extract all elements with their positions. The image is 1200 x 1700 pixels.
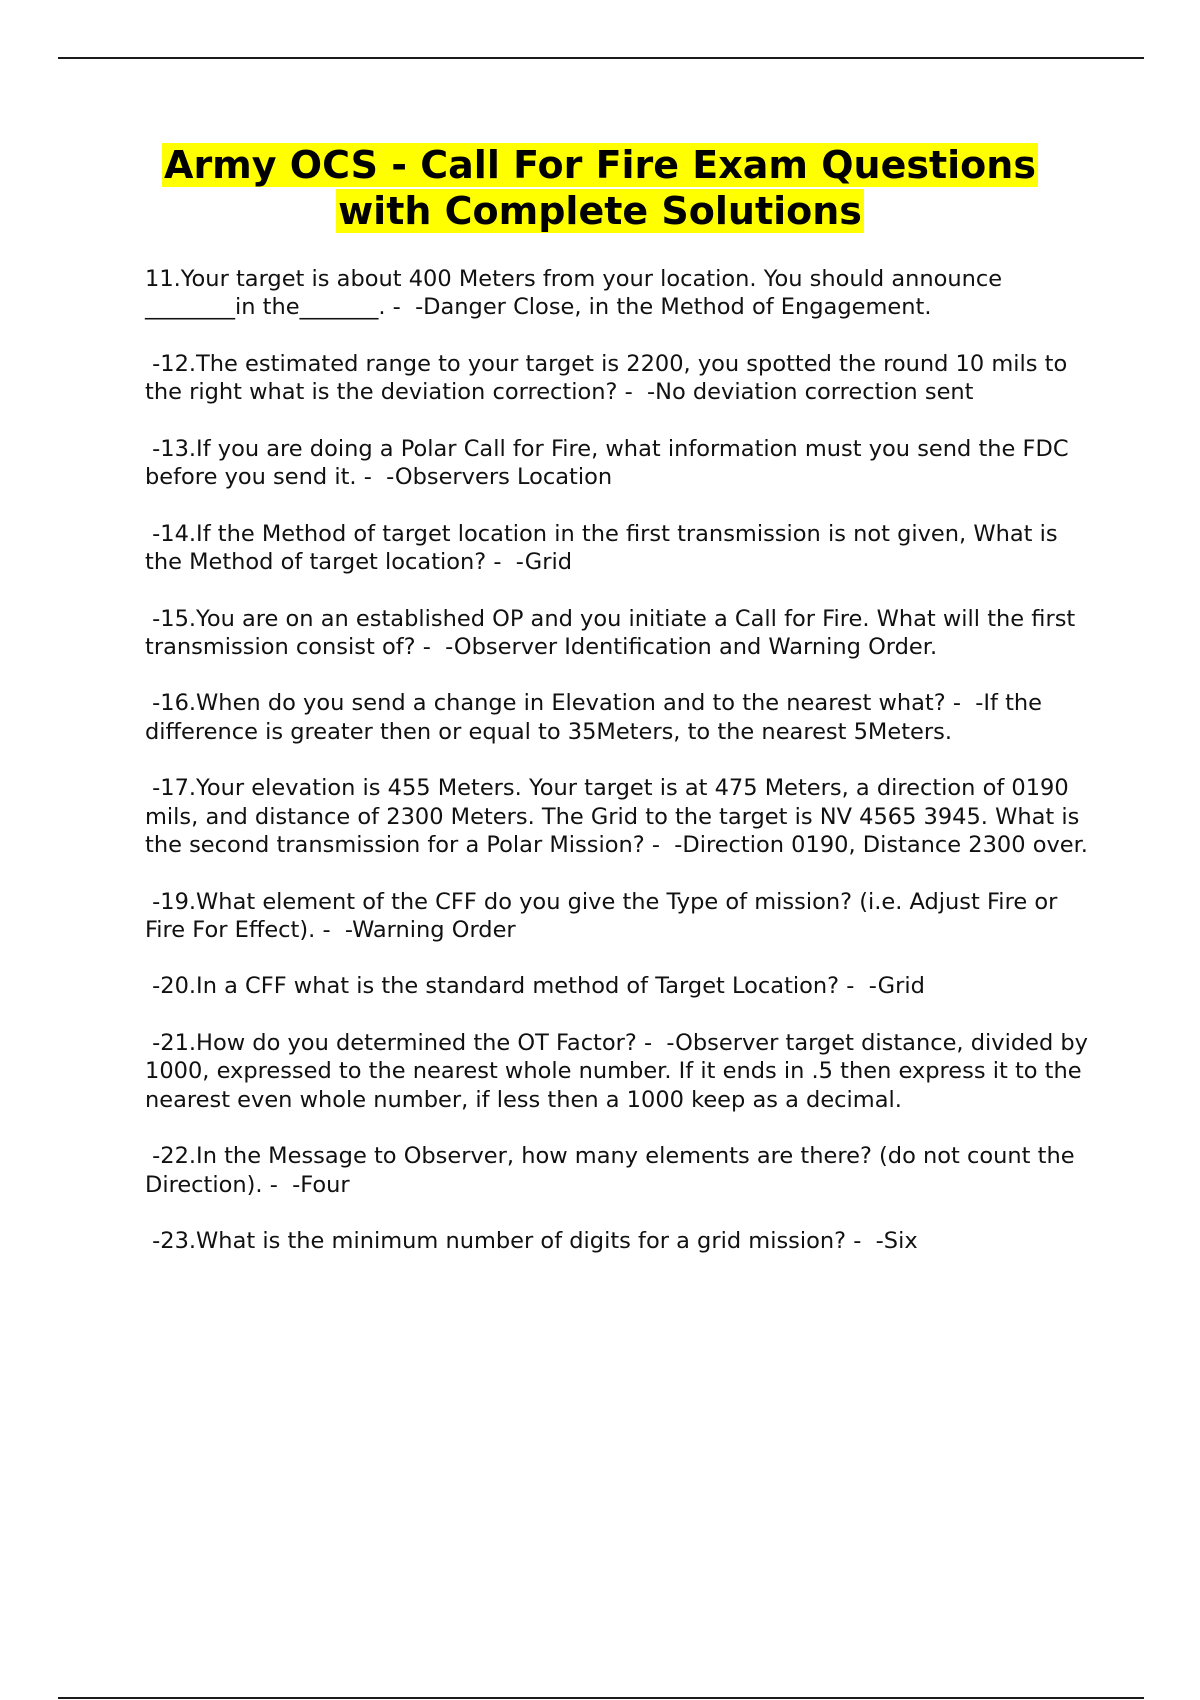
qa-item-19: -19.What element of the CFF do you give the Type of mission? (i.e. Adjust Fire or Fire For Effect). - -Warning Order [145, 888, 1065, 943]
qa-item-16: -16.When do you send a change in Elevation and to the nearest what? - -If the difference is greater then or equal to 35Meters, to the nearest 5Meters. [145, 690, 1050, 745]
question-answer-list [145, 265, 1095, 1284]
qa-item-11: 11.Your target is about 400 Meters from your location. You should announce ________in the_______. - -Danger Close, in the Method of Engagement. [145, 266, 1010, 321]
qa-item-23: -23.What is the minimum number of digits for a grid mission? - -Six [145, 1228, 918, 1255]
title-line-1: Army OCS - Call For Fire Exam Questions [164, 143, 1036, 187]
qa-item-12: -12.The estimated range to your target is 2200, you spotted the round 10 mils to the right what is the deviation correction? - -No deviation correction sent [145, 350, 1075, 406]
header-rule [58, 57, 1144, 59]
document-title [80, 142, 1120, 234]
title-line-2: with Complete Solutions [338, 189, 862, 233]
qa-item-22: -22.In the Message to Observer, how many elements are there? (do not count the Direction). - -Four [145, 1143, 1082, 1198]
footer-rule [58, 1697, 1144, 1699]
qa-item-15: -15.You are on an established OP and you initiate a Call for Fire. What will the first transmission consist of? - -Observer Identification and Warning Order. [145, 605, 1083, 660]
qa-item-14: -14.If the Method of target location in the first transmission is not given, What is the Method of target location? - -Grid [145, 520, 1065, 575]
qa-item-21: -21.How do you determined the OT Factor? - -Observer target distance, divided by 1000, expressed to the nearest whole number. If it ends in .5 then express it to the nearest even whole number, if less then a 1000 keep as a decimal. [145, 1030, 1096, 1113]
qa-item-13: -13.If you are doing a Polar Call for Fire, what information must you send the FDC before you send it. - -Observers Location [145, 435, 1076, 491]
qa-item-20: -20.In a CFF what is the standard method of Target Location? - -Grid [145, 973, 925, 1000]
qa-item-17: -17.Your elevation is 455 Meters. Your target is at 475 Meters, a direction of 0190 mils, and distance of 2300 Meters. The Grid to the target is NV 4565 3945. What is the second transmission for a Polar Mission? - -Direction 0190, Distance 2300 over. [145, 775, 1088, 858]
